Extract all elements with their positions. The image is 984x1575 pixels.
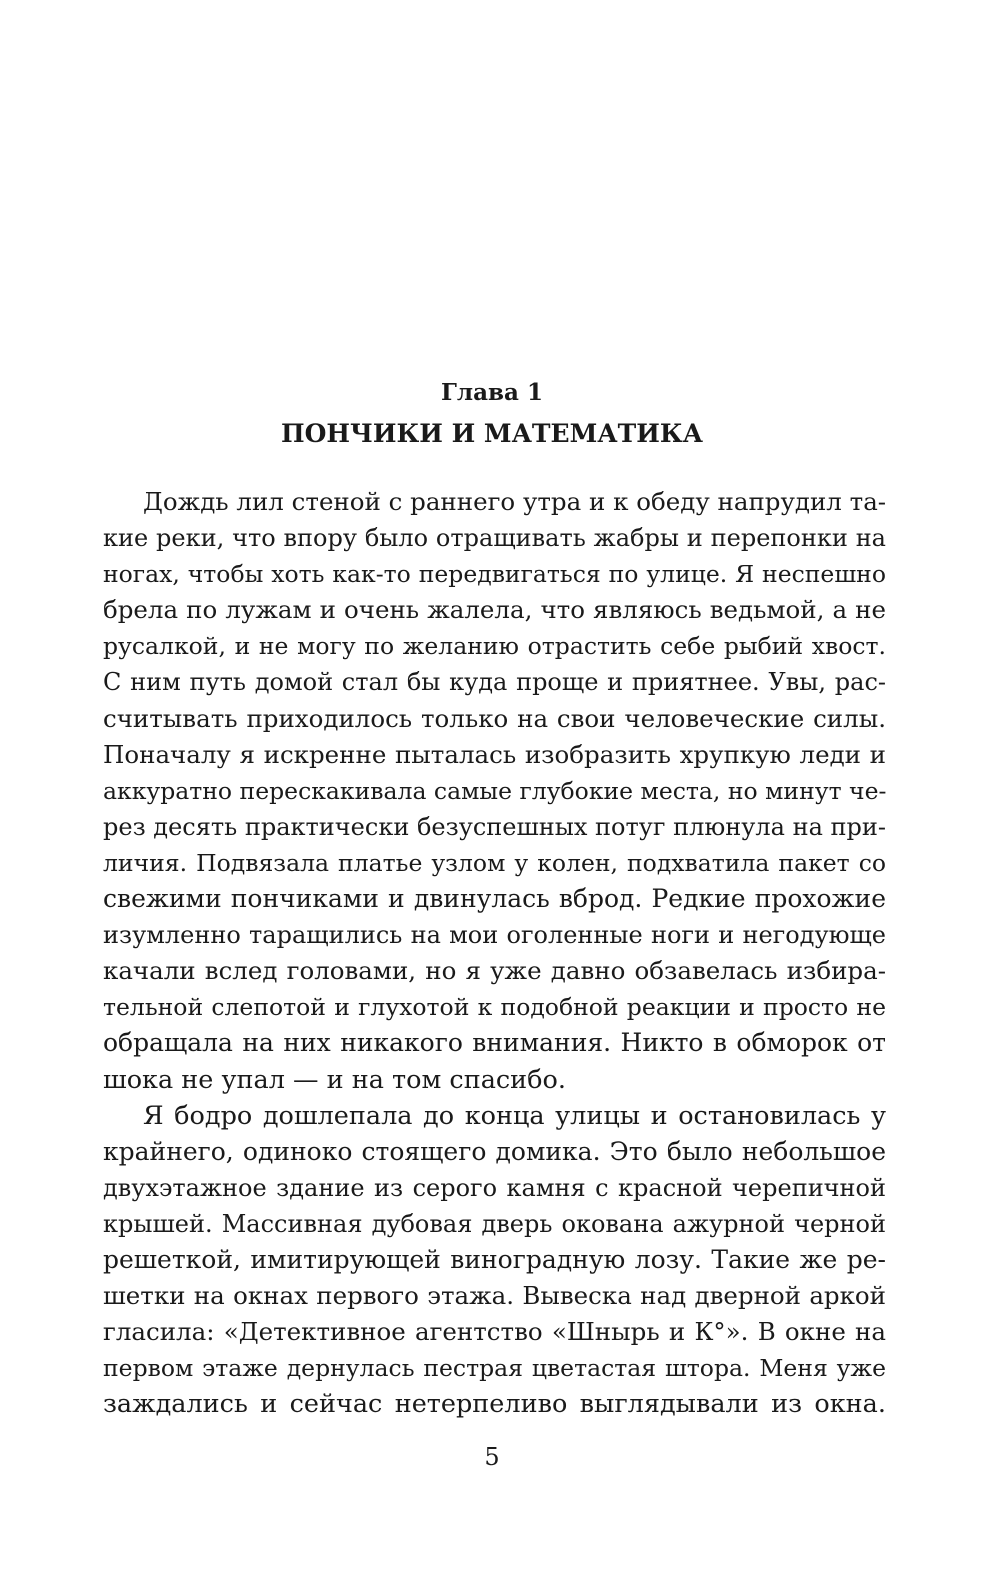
text-line: Поначалу я искренне пыталась изобразить хрупкую леди и bbox=[103, 739, 886, 769]
chapter-title: ПОНЧИКИ И МАТЕМАТИКА bbox=[281, 419, 703, 448]
paragraph-2 bbox=[103, 1098, 886, 1423]
chapter-body bbox=[103, 484, 886, 1422]
text-line: считывать приходилось только на свои человеческие силы. bbox=[103, 703, 886, 733]
text-line: рез десять практически безуспешных потуг плюнула на при- bbox=[103, 812, 886, 841]
text-line: русалкой, и не могу по желанию отрастить себе рыбий хвост. bbox=[103, 632, 886, 661]
text-line: обращала на них никакого внимания. Никто в обморок от bbox=[103, 1028, 886, 1058]
paragraph-1 bbox=[103, 484, 886, 1098]
text-line: С ним путь домой стал бы куда проще и приятнее. Увы, рас- bbox=[103, 668, 886, 697]
text-line: личия. Подвязала платье узлом у колен, подхватила пакет со bbox=[103, 848, 886, 877]
text-line: брела по лужам и очень жалела, что являюсь ведьмой, а не bbox=[103, 595, 886, 625]
text-line: шетки на окнах первого этажа. Вывеска над дверной аркой bbox=[103, 1281, 886, 1311]
text-line: заждались и сейчас нетерпеливо выглядывали из окна. bbox=[103, 1389, 886, 1420]
text-line: качали вслед головами, но я уже давно обзавелась избира- bbox=[103, 956, 886, 986]
chapter-label: Глава 1 bbox=[441, 379, 543, 406]
text-line: крайнего, одиноко стоящего домика. Это было небольшое bbox=[103, 1136, 886, 1166]
text-line: Дождь лил стеной с раннего утра и к обеду напрудил та- bbox=[143, 487, 887, 516]
text-line: Я бодро дошлепала до конца улицы и остановилась у bbox=[143, 1100, 886, 1131]
text-line: свежими пончиками и двинулась вброд. Редкие прохожие bbox=[103, 884, 886, 914]
text-line: решеткой, имитирующей виноградную лозу. Такие же ре- bbox=[103, 1244, 886, 1274]
text-line: тельной слепотой и глухотой к подобной реакции и просто не bbox=[103, 993, 886, 1022]
text-line: кие реки, что впору было отращивать жабры и перепонки на bbox=[103, 524, 886, 553]
text-line: ногах, чтобы хоть как-то передвигаться по улице. Я неспешно bbox=[103, 560, 886, 589]
text-line: шока не упал — и на том спасибо. bbox=[103, 1064, 566, 1095]
text-line: гласила: «Детективное агентство «Шнырь и К°». В окне на bbox=[103, 1317, 886, 1347]
text-line: двухэтажное здание из серого камня с красной черепичной bbox=[103, 1173, 886, 1202]
text-line: аккуратно перескакивала самые глубокие места, но минут че- bbox=[103, 776, 887, 805]
text-line: крышей. Массивная дубовая дверь окована ажурной черной bbox=[103, 1209, 886, 1238]
page-number: 5 bbox=[484, 1443, 500, 1471]
text-line: изумленно таращились на мои оголенные ноги и негодующе bbox=[103, 921, 886, 950]
text-line: первом этаже дернулась пестрая цветастая штора. Меня уже bbox=[103, 1354, 886, 1383]
